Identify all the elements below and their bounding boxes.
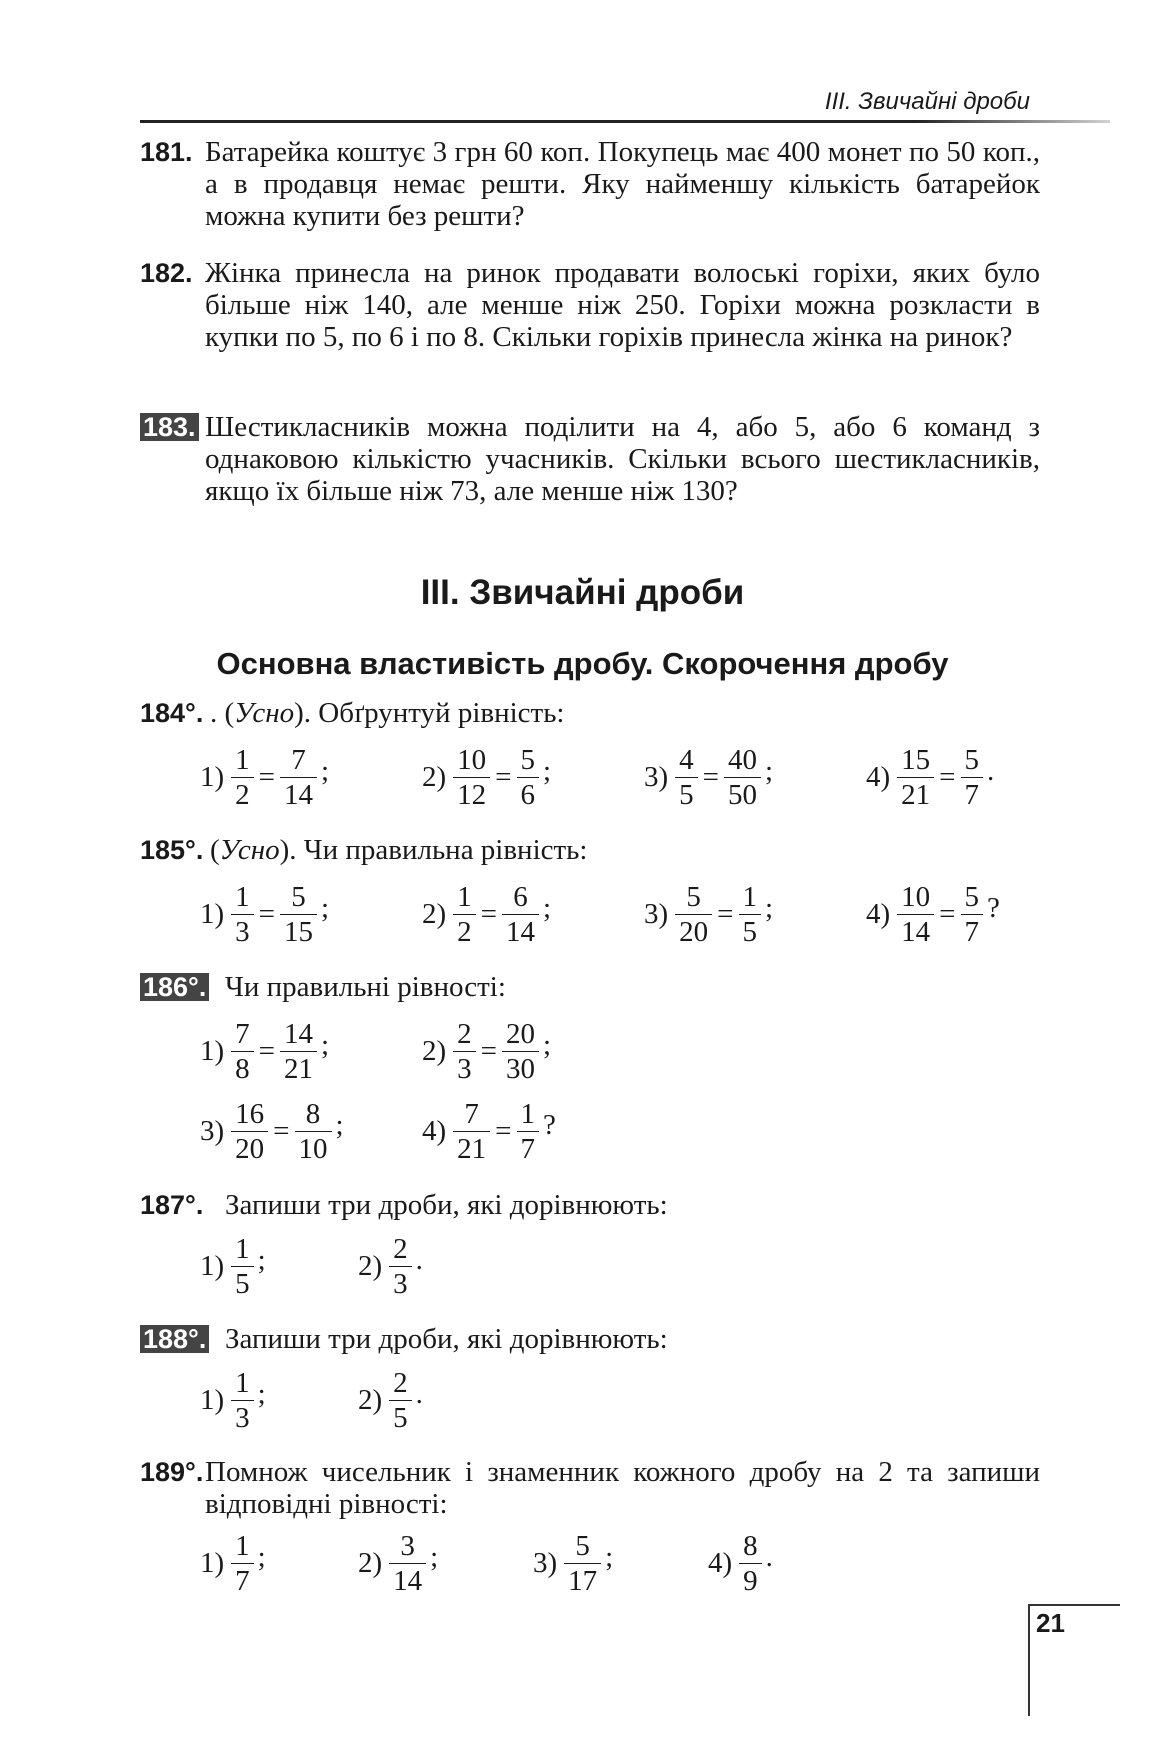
fraction <box>502 880 539 949</box>
fraction <box>231 1097 268 1166</box>
numerator: 5 <box>686 880 701 913</box>
numerator: 2 <box>457 1017 472 1050</box>
denominator: 14 <box>389 1563 426 1598</box>
problem-number: 182. <box>140 258 193 288</box>
section-title: III. Звичайні дроби <box>420 573 745 612</box>
equation-item <box>358 1226 423 1306</box>
denominator: 21 <box>453 1131 490 1166</box>
fraction <box>453 1017 476 1086</box>
item-label: 4) <box>422 1114 447 1147</box>
numerator: 7 <box>464 1097 479 1130</box>
numerator: 5 <box>575 1529 590 1562</box>
punctuation: ; <box>430 1540 439 1573</box>
denominator: 10 <box>295 1131 332 1166</box>
item-label: 3) <box>644 760 669 793</box>
item-label: 2) <box>422 760 447 793</box>
problem-183 <box>140 411 1040 507</box>
numerator: 10 <box>457 743 487 776</box>
numerator: 15 <box>901 743 931 776</box>
punctuation: ; <box>765 891 774 924</box>
header-rule <box>140 120 1110 123</box>
item-label: 4) <box>866 897 891 930</box>
problem-text: Чи правильні рівності: <box>225 971 506 1003</box>
equation-item <box>422 1011 551 1091</box>
denominator: 2 <box>453 914 476 949</box>
problem-number: 189°. <box>140 1457 204 1487</box>
equals-sign: = <box>258 1034 276 1067</box>
oral-mark: Усно <box>219 834 280 866</box>
denominator: 12 <box>453 777 490 812</box>
problem-text-line <box>210 834 1040 866</box>
item-label: 3) <box>200 1114 225 1147</box>
problem-number: 184°. <box>140 698 204 728</box>
fraction <box>280 743 317 812</box>
numerator: 6 <box>513 880 528 913</box>
numerator: 20 <box>506 1017 536 1050</box>
denominator: 30 <box>502 1051 539 1086</box>
fraction <box>675 743 698 812</box>
problem-text: Запиши три дроби, які дорівнюють: <box>225 1189 668 1221</box>
numerator: 5 <box>964 743 980 776</box>
equals-sign: = <box>717 897 734 930</box>
numerator: 10 <box>901 880 931 913</box>
item-label: 1) <box>200 1383 225 1416</box>
numerator: 5 <box>291 880 306 913</box>
fraction <box>675 880 712 949</box>
fraction <box>453 1097 490 1166</box>
problem-number-highlighted: 188°. <box>140 1325 209 1353</box>
fraction <box>517 1097 540 1166</box>
punctuation: ? <box>543 1108 556 1141</box>
fraction <box>897 880 934 949</box>
item-label: 2) <box>358 1249 383 1282</box>
problem-text: Жінка принесла на ринок продавати волоські горіхи, яких було більше ніж 140, але менше ніж 250. Горіхи можна розкласти в купки по 5, по 6 і по 8. Скільки горіхів принесла жінка на ринок? <box>205 257 1040 353</box>
item-label: 3) <box>533 1546 558 1579</box>
denominator: 3 <box>231 1400 254 1435</box>
denominator: 2 <box>231 777 254 812</box>
subsection-title: Основна властивість дробу. Скорочення дробу <box>216 646 949 681</box>
problem-181 <box>140 136 1040 232</box>
problem-text: Шестикласників можна поділити на 4, або 5, або 6 команд з однаковою кількістю учасників. Скільки всього шестикласників, якщо їх більше ніж 73, але менше ніж 130? <box>205 411 1040 507</box>
fraction <box>295 1097 332 1166</box>
equation-item <box>422 874 551 954</box>
problem-number: 187°. <box>140 1190 204 1220</box>
fraction <box>231 1232 254 1301</box>
fraction <box>961 880 984 949</box>
item-label: 1) <box>200 1034 225 1067</box>
equation-item <box>866 874 1000 954</box>
denominator: 20 <box>675 914 712 949</box>
equals-sign: = <box>258 897 276 930</box>
problem-number: 181. <box>140 137 193 167</box>
fraction <box>517 743 540 812</box>
item-label: 2) <box>422 897 447 930</box>
punctuation: ; <box>321 891 330 924</box>
problem-text: Помнож чисельник і знаменник кожного дробу на 2 та запиши відповідні рівності: <box>205 1456 1040 1520</box>
paren-open: ( <box>210 834 220 866</box>
item-label: 1) <box>200 1249 225 1282</box>
punctuation: . <box>987 754 995 787</box>
denominator: 5 <box>739 914 762 949</box>
oral-mark: Усно <box>234 697 295 729</box>
denominator: 8 <box>231 1051 254 1086</box>
numerator: 8 <box>305 1097 321 1130</box>
denominator: 9 <box>739 1563 762 1598</box>
item-label: 1) <box>200 897 225 930</box>
problem-187 <box>140 1189 1040 1221</box>
problem-184 <box>140 697 1040 729</box>
equals-sign: = <box>495 760 512 793</box>
fraction <box>231 1366 254 1435</box>
denominator: 7 <box>961 777 984 812</box>
problem-number: 185°. <box>140 835 204 865</box>
problem-text: ). Чи правильна рівність: <box>279 834 588 866</box>
item-label: 4) <box>866 760 891 793</box>
numerator: 3 <box>400 1529 415 1562</box>
problem-text: Запиши три дроби, які дорівнюють: <box>225 1323 668 1355</box>
fraction <box>389 1232 412 1301</box>
item-label: 4) <box>708 1546 733 1579</box>
fraction <box>739 1529 762 1598</box>
equation-item <box>200 1523 266 1603</box>
denominator: 21 <box>897 777 934 812</box>
fraction <box>389 1366 412 1435</box>
equation-item <box>358 1360 423 1440</box>
punctuation: . <box>765 1540 773 1573</box>
equation-item <box>533 1523 613 1603</box>
equation-item <box>200 1360 266 1440</box>
problem-186 <box>140 971 1040 1003</box>
equation-item <box>866 737 994 817</box>
numerator: 2 <box>393 1366 408 1399</box>
fraction <box>389 1529 426 1598</box>
numerator: 1 <box>235 1529 250 1562</box>
numerator: 14 <box>284 1017 314 1050</box>
equation-item <box>200 1226 266 1306</box>
equation-item <box>644 874 773 954</box>
fraction <box>231 1529 254 1598</box>
denominator: 5 <box>389 1400 412 1435</box>
fraction <box>453 743 490 812</box>
equation-item <box>200 1091 344 1171</box>
equation-item <box>200 1011 329 1091</box>
punctuation: . <box>415 1243 423 1276</box>
fraction <box>961 743 984 812</box>
denominator: 7 <box>961 914 984 949</box>
numerator: 4 <box>679 743 694 776</box>
equals-sign: = <box>258 760 276 793</box>
denominator: 21 <box>280 1051 317 1086</box>
denominator: 5 <box>675 777 698 812</box>
problem-188 <box>140 1323 1040 1355</box>
numerator: 1 <box>457 880 472 913</box>
numerator: 1 <box>235 1366 250 1399</box>
equation-item <box>200 874 329 954</box>
numerator: 1 <box>742 880 758 913</box>
numerator: 1 <box>520 1097 536 1130</box>
equation-item <box>358 1523 438 1603</box>
problem-number-highlighted: 183. <box>140 413 199 441</box>
numerator: 2 <box>393 1232 408 1265</box>
item-label: 2) <box>358 1546 383 1579</box>
punctuation: ; <box>257 1243 266 1276</box>
fraction <box>739 880 762 949</box>
numerator: 5 <box>964 880 980 913</box>
denominator: 14 <box>502 914 539 949</box>
denominator: 3 <box>231 914 254 949</box>
problem-185 <box>140 834 1040 866</box>
denominator: 14 <box>280 777 317 812</box>
denominator: 7 <box>517 1131 540 1166</box>
problem-number-highlighted: 186°. <box>140 973 209 1001</box>
numerator: 8 <box>743 1529 758 1562</box>
punctuation: ; <box>335 1108 344 1141</box>
denominator: 3 <box>389 1266 412 1301</box>
numerator: 1 <box>235 1232 250 1265</box>
item-label: 1) <box>200 1546 225 1579</box>
fraction <box>724 743 761 812</box>
page-number: 21 <box>1036 1608 1065 1638</box>
equals-sign: = <box>480 1034 498 1067</box>
punctuation: ; <box>605 1540 614 1573</box>
denominator: 15 <box>280 914 317 949</box>
item-label: 2) <box>358 1383 383 1416</box>
equals-sign: = <box>702 760 720 793</box>
running-header: III. Звичайні дроби <box>824 88 1030 115</box>
denominator: 14 <box>897 914 934 949</box>
punctuation: ; <box>543 1028 552 1061</box>
problem-text-line <box>210 697 1040 729</box>
denominator: 5 <box>231 1266 254 1301</box>
punctuation: ; <box>765 754 774 787</box>
fraction <box>231 1017 254 1086</box>
equation-item <box>200 737 329 817</box>
punctuation: ; <box>257 1540 266 1573</box>
punctuation: ? <box>987 891 1000 924</box>
denominator: 7 <box>231 1563 254 1598</box>
fraction <box>453 880 476 949</box>
equals-sign: = <box>480 897 498 930</box>
fraction <box>897 743 934 812</box>
punctuation: . <box>415 1377 423 1410</box>
numerator: 7 <box>291 743 306 776</box>
numerator: 16 <box>235 1097 265 1130</box>
punctuation: ; <box>543 891 552 924</box>
fraction <box>280 1017 317 1086</box>
equation-item <box>644 737 773 817</box>
numerator: 7 <box>235 1017 250 1050</box>
item-label: 3) <box>644 897 669 930</box>
punctuation: ; <box>321 754 330 787</box>
punctuation: ; <box>321 1028 330 1061</box>
numerator: 1 <box>235 743 250 776</box>
fraction <box>502 1017 539 1086</box>
problem-text: ). Обґрунтуй рівність: <box>294 697 565 729</box>
equals-sign: = <box>939 760 956 793</box>
fraction <box>231 880 254 949</box>
numerator: 5 <box>520 743 536 776</box>
numerator: 1 <box>235 880 250 913</box>
item-label: 2) <box>422 1034 447 1067</box>
equation-item <box>422 737 551 817</box>
denominator: 6 <box>517 777 540 812</box>
paren-open: . ( <box>210 697 235 729</box>
equation-item <box>422 1091 556 1171</box>
item-label: 1) <box>200 760 225 793</box>
equals-sign: = <box>939 897 956 930</box>
denominator: 20 <box>231 1131 268 1166</box>
punctuation: ; <box>257 1377 266 1410</box>
equals-sign: = <box>495 1114 512 1147</box>
numerator: 40 <box>728 743 758 776</box>
equals-sign: = <box>273 1114 290 1147</box>
denominator: 17 <box>564 1563 601 1598</box>
problem-182 <box>140 257 1040 353</box>
fraction <box>280 880 317 949</box>
denominator: 50 <box>724 777 761 812</box>
denominator: 3 <box>453 1051 476 1086</box>
fraction <box>564 1529 601 1598</box>
problem-text: Батарейка коштує 3 грн 60 коп. Покупець має 400 монет по 50 коп., а в продавця немає решти. Яку найменшу кількість батарейок можна купити без решти? <box>205 136 1040 232</box>
fraction <box>231 743 254 812</box>
problem-189 <box>140 1456 1040 1520</box>
equation-item <box>708 1523 773 1603</box>
punctuation: ; <box>543 754 552 787</box>
